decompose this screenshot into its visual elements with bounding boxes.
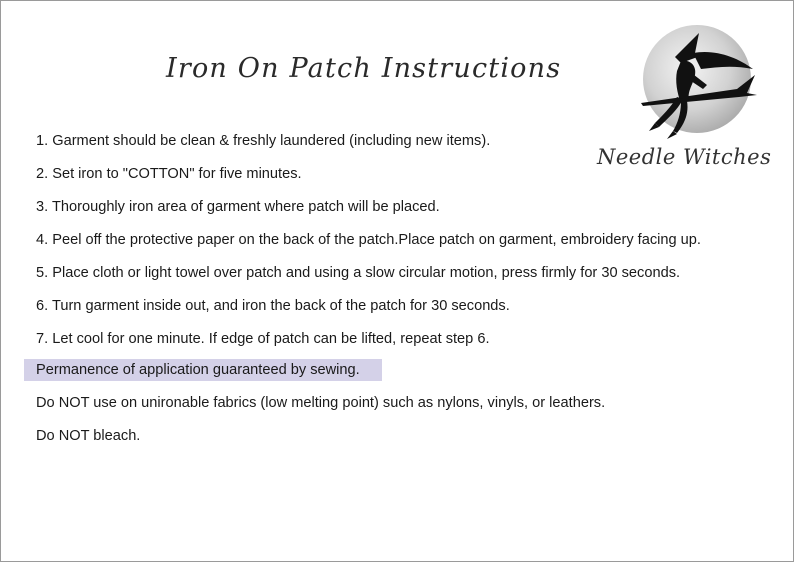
highlighted-note: Permanence of application guaranteed by sewing.: [24, 359, 382, 381]
list-item: 1. Garment should be clean & freshly laundered (including new items).: [36, 133, 491, 149]
list-item: 2. Set iron to "COTTON" for five minutes.: [36, 166, 302, 182]
page-title: Iron On Patch Instructions: [166, 53, 562, 84]
list-item: 4. Peel off the protective paper on the back of the patch.Place patch on garment, embroidery facing up.: [36, 232, 701, 248]
list-item: 6. Turn garment inside out, and iron the back of the patch for 30 seconds.: [36, 298, 510, 314]
warning-unironable-fabrics: Do NOT use on unironable fabrics (low melting point) such as nylons, vinyls, or leathers.: [36, 395, 606, 411]
logo-text: Needle Witches: [597, 145, 772, 169]
instruction-steps-list: [36, 131, 701, 362]
warning-no-bleach: Do NOT bleach.: [36, 428, 141, 444]
list-item: 5. Place cloth or light towel over patch and using a slow circular motion, press firmly for 30 seconds.: [36, 265, 681, 281]
list-item: 3. Thoroughly iron area of garment where patch will be placed.: [36, 199, 440, 215]
list-item: 7. Let cool for one minute. If edge of patch can be lifted, repeat step 6.: [36, 331, 490, 347]
witch-on-broom-moon-icon: [597, 23, 767, 148]
